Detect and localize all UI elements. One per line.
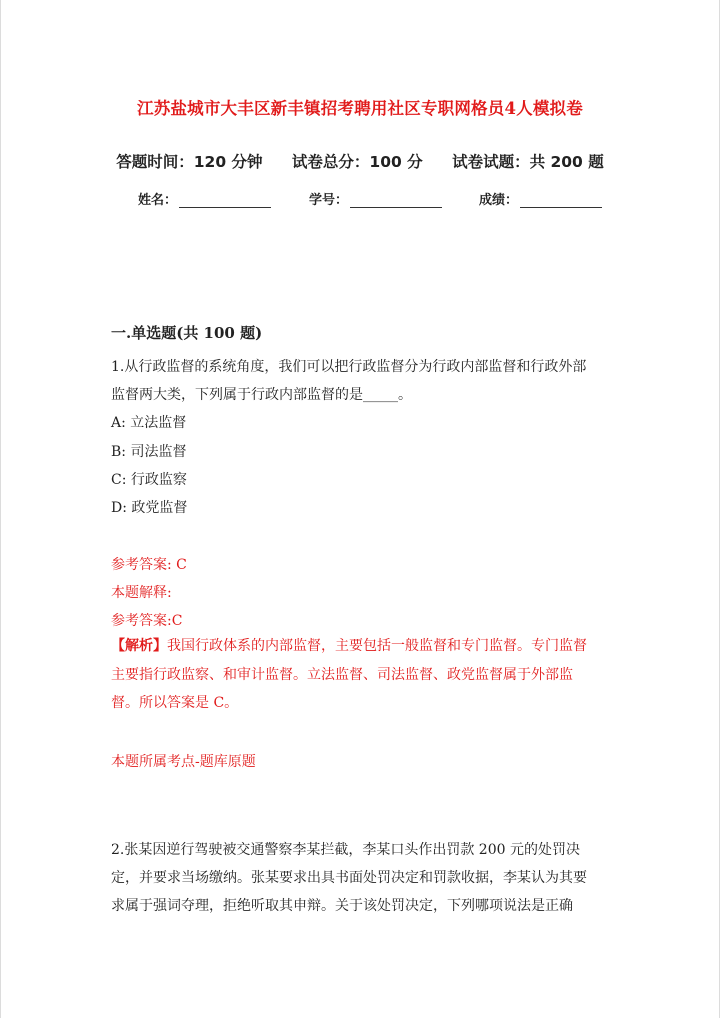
section-heading: 一.单选题(共 100 题): [111, 324, 263, 342]
question-2-stem: [111, 836, 611, 920]
question-1-stem-line: 1.从行政监督的系统角度，我们可以把行政监督分为行政内部监督和行政外部: [111, 359, 587, 375]
name-blank[interactable]: [179, 193, 271, 208]
question-1-answer-repeat: 参考答案:C: [111, 613, 183, 629]
question-1-option-b: B: 司法监督: [111, 444, 187, 460]
exam-meta: [1, 150, 719, 172]
analysis-tag: 【解析】: [111, 638, 167, 654]
total-score: 试卷总分：100 分: [291, 153, 423, 171]
name-label: 姓名：: [138, 193, 178, 208]
exam-time: 答题时间：120 分钟: [116, 153, 263, 171]
question-1-stem-line: 监督两大类，下列属于行政内部监督的是_____。: [111, 387, 412, 403]
question-1-topic: 本题所属考点-题库原题: [111, 754, 256, 770]
question-1-analysis: [111, 632, 611, 718]
total-questions: 试卷试题：共 200 题: [452, 153, 604, 171]
question-1-option-a: A: 立法监督: [111, 415, 187, 431]
question-2-stem-line: 2.张某因逆行驾驶被交通警察李某拦截，李某口头作出罚款 200 元的处罚决: [111, 842, 580, 858]
score-blank[interactable]: [520, 193, 602, 208]
question-1-option-d: D: 政党监督: [111, 500, 188, 516]
question-1-stem: [111, 353, 611, 409]
question-2-stem-line: 求属于强词夺理，拒绝听取其申辩。关于该处罚决定，下列哪项说法是正确: [111, 898, 573, 914]
score-field[interactable]: [479, 189, 602, 208]
id-label: 学号：: [309, 193, 349, 208]
question-1-answer: 参考答案: C: [111, 557, 187, 573]
analysis-line: 主要指行政监察、和审计监督。立法监督、司法监督、政党监督属于外部监: [111, 666, 573, 683]
question-2-stem-line: 定，并要求当场缴纳。张某要求出具书面处罚决定和罚款收据，李某认为其要: [111, 870, 587, 886]
question-1-option-c: C: 行政监察: [111, 472, 187, 488]
name-field[interactable]: [138, 189, 271, 208]
id-field[interactable]: [309, 189, 442, 208]
question-1-explanation-label: 本题解释:: [111, 585, 172, 601]
page-title: 江苏盐城市大丰区新丰镇招考聘用社区专职网格员4人模拟卷: [137, 99, 583, 118]
score-label: 成绩：: [479, 193, 519, 208]
analysis-line: [111, 632, 611, 661]
analysis-text: 我国行政体系的内部监督，主要包括一般监督和专门监督。专门监督: [167, 638, 587, 654]
analysis-line: 督。所以答案是 C。: [111, 695, 239, 711]
id-blank[interactable]: [350, 193, 442, 208]
